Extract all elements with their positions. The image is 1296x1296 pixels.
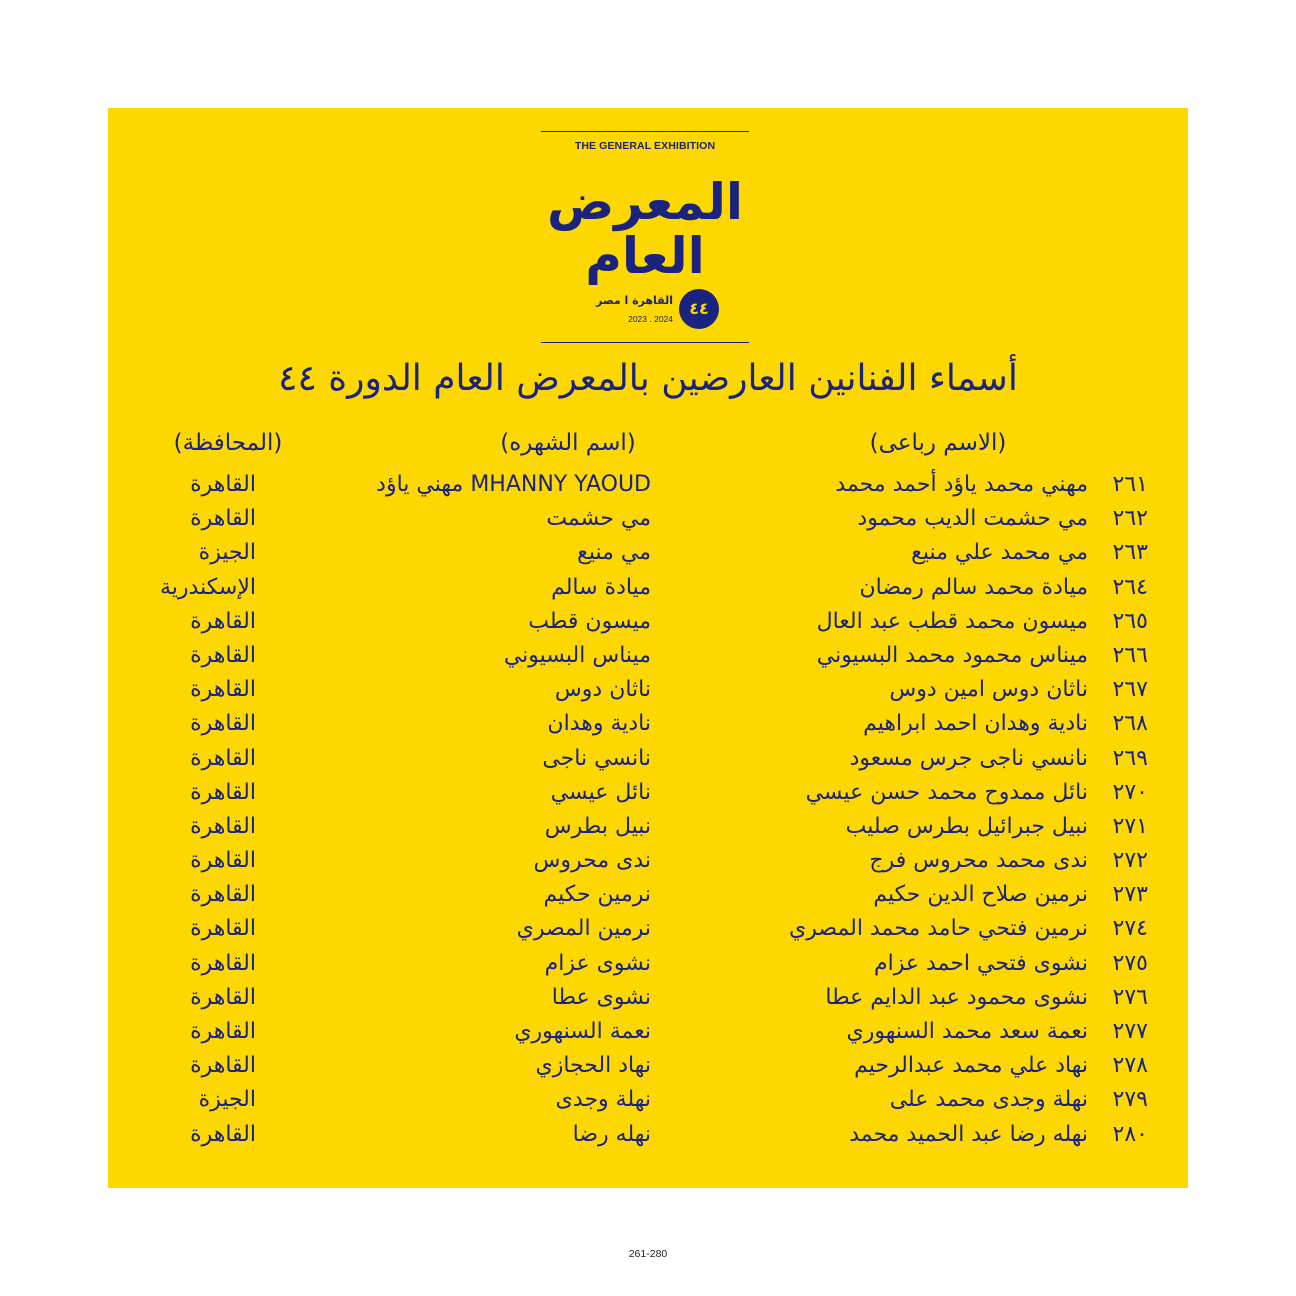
artist-full-name: ميسون محمد قطب عبد العال [816,608,1088,634]
artist-full-name: نعمة سعد محمد السنهوري [846,1019,1088,1044]
artist-full-name: نائل ممدوح محمد حسن عيسي [805,779,1088,805]
artist-row [108,605,1188,639]
exhibition-panel [108,108,1188,1188]
artist-governorate: القاهرة [190,1053,256,1079]
artists-list [108,468,1188,1152]
artist-number: ٢٧٥ [1112,950,1148,976]
artist-row [108,947,1188,981]
artist-governorate: الإسكندرية [160,574,256,600]
logo-word-1: المعرض [546,173,744,231]
artist-row [108,1049,1188,1083]
header-governorate: (المحافظة) [173,430,283,456]
artist-number: ٢٧٠ [1112,779,1148,805]
artist-full-name: نرمين صلاح الدين حكيم [873,882,1088,908]
artist-row [108,981,1188,1015]
artist-row [108,707,1188,741]
logo-years: 2023 . 2024 [628,314,673,324]
artist-governorate: القاهرة [190,608,256,634]
artist-number: ٢٧٧ [1112,1019,1148,1044]
artist-row [108,536,1188,570]
artist-full-name: ندى محمد محروس فرج [869,848,1088,874]
artist-fame-name: ندى محروس [533,848,651,874]
artist-governorate: القاهرة [190,711,256,737]
artist-fame-name: ميادة سالم [551,574,651,600]
artist-number: ٢٧٩ [1112,1087,1148,1113]
logo-word-2: العام [585,227,705,285]
edition-badge: ٤٤ [679,289,719,329]
exhibition-logo [541,131,749,343]
artist-full-name: نشوى محمود عبد الدايم عطا [825,984,1088,1010]
artist-fame-name: ناثان دوس [554,677,651,703]
artist-full-name: ناثان دوس امين دوس [889,677,1088,703]
logo-bottom-rule [541,342,749,343]
artist-fame-name: نائل عيسي [550,779,651,805]
artist-full-name: نهاد علي محمد عبدالرحيم [854,1053,1088,1079]
artist-row [108,502,1188,536]
artist-fame-name: نرمين المصري [516,916,651,942]
artist-fame-name: نشوى عزام [544,950,651,976]
header-full-name: (الاسم رباعى) [869,430,1007,456]
artist-governorate: القاهرة [190,984,256,1010]
artist-governorate: الجيزة [198,1087,256,1113]
header-fame-name: (اسم الشهره) [500,430,636,456]
artist-row [108,1083,1188,1117]
artist-fame-name: نهاد الحجازي [535,1053,651,1079]
artist-full-name: نشوى فتحي احمد عزام [874,950,1088,976]
artist-governorate: القاهرة [190,950,256,976]
artist-full-name: مي حشمت الديب محمود [857,506,1088,532]
artist-fame-name: نعمة السنهوري [514,1019,651,1044]
artist-number: ٢٦٨ [1112,711,1148,737]
artist-row [108,878,1188,912]
artist-fame-name: نادية وهدان [547,711,651,737]
artist-fame-name: نانسي ناجى [542,745,651,771]
artist-full-name: ميناس محمود محمد البسيوني [816,642,1088,668]
artist-full-name: مي محمد علي منيع [911,540,1088,566]
artist-governorate: القاهرة [190,882,256,908]
artist-governorate: القاهرة [190,506,256,532]
artist-fame-name: ميناس البسيوني [503,642,651,668]
artist-governorate: القاهرة [190,813,256,839]
artist-governorate: القاهرة [190,1019,256,1044]
artist-full-name: نبيل جبرائيل بطرس صليب [845,813,1088,839]
artist-number: ٢٦٦ [1112,642,1148,668]
artist-number: ٢٦٩ [1112,745,1148,771]
artist-fame-name: نرمين حكيم [543,882,651,908]
artist-full-name: ميادة محمد سالم رمضان [859,574,1088,600]
artist-full-name: نادية وهدان احمد ابراهيم [863,711,1088,737]
artist-number: ٢٦٧ [1112,677,1148,703]
artist-governorate: القاهرة [190,1121,256,1147]
artist-number: ٢٧٢ [1112,848,1148,874]
logo-top-rule [541,131,749,132]
artist-governorate: القاهرة [190,745,256,771]
logo-arabic-lettering [546,169,744,285]
logo-arabic-mark [546,169,744,285]
artist-row [108,1015,1188,1049]
artist-row [108,810,1188,844]
artist-full-name: نرمين فتحي حامد محمد المصري [789,916,1088,942]
artist-row [108,844,1188,878]
artist-governorate: القاهرة [190,848,256,874]
artist-number: ٢٧٨ [1112,1053,1148,1079]
page-range-footer: 261-280 [628,1248,668,1260]
artist-row [108,673,1188,707]
page-title: أسماء الفنانين العارضين بالمعرض العام الدورة ٤٤ [278,358,1018,399]
artist-number: ٢٧٦ [1112,984,1148,1010]
artist-row [108,639,1188,673]
artist-fame-name: مي حشمت [546,506,651,532]
artist-governorate: القاهرة [190,916,256,942]
artist-row [108,776,1188,810]
artist-governorate: القاهرة [190,642,256,668]
artist-row [108,1118,1188,1152]
artist-fame-name: نشوى عطا [551,984,651,1010]
artist-governorate: القاهرة [190,677,256,703]
artist-number: ٢٦٣ [1112,540,1148,566]
artist-fame-name: نهلة وجدى [555,1087,651,1113]
artist-number: ٢٦٤ [1112,574,1148,600]
logo-english-title: THE GENERAL EXHIBITION [574,140,716,152]
artist-row [108,468,1188,502]
artist-full-name: نانسي ناجى جرس مسعود [849,745,1088,771]
artist-full-name: نهلة وجدى محمد على [889,1087,1088,1113]
logo-city: القاهرة ا مصر [596,294,673,307]
artist-row [108,742,1188,776]
artist-row [108,571,1188,605]
artist-number: ٢٦١ [1112,472,1148,497]
artist-number: ٢٧٣ [1112,882,1148,908]
artist-number: ٢٧٤ [1112,916,1148,942]
artist-governorate: القاهرة [190,779,256,805]
artist-fame-name: مي منيع [577,540,651,566]
artist-number: ٢٦٢ [1112,506,1148,532]
artist-governorate: الجيزة [198,540,256,566]
artist-row [108,912,1188,946]
artist-governorate: القاهرة [190,472,256,497]
artist-fame-name: ميسون قطب [528,608,651,634]
artist-fame-name: نهله رضا [572,1121,651,1147]
artist-full-name: نهله رضا عبد الحميد محمد [849,1121,1088,1147]
artist-full-name: مهني محمد ياؤد أحمد محمد [835,472,1088,497]
artist-fame-name: نبيل بطرس [544,813,651,839]
artist-number: ٢٧١ [1112,813,1148,839]
artist-number: ٢٨٠ [1112,1121,1148,1147]
artist-fame-name: MHANNY YAOUD مهني ياؤد [376,472,651,497]
artist-number: ٢٦٥ [1112,608,1148,634]
